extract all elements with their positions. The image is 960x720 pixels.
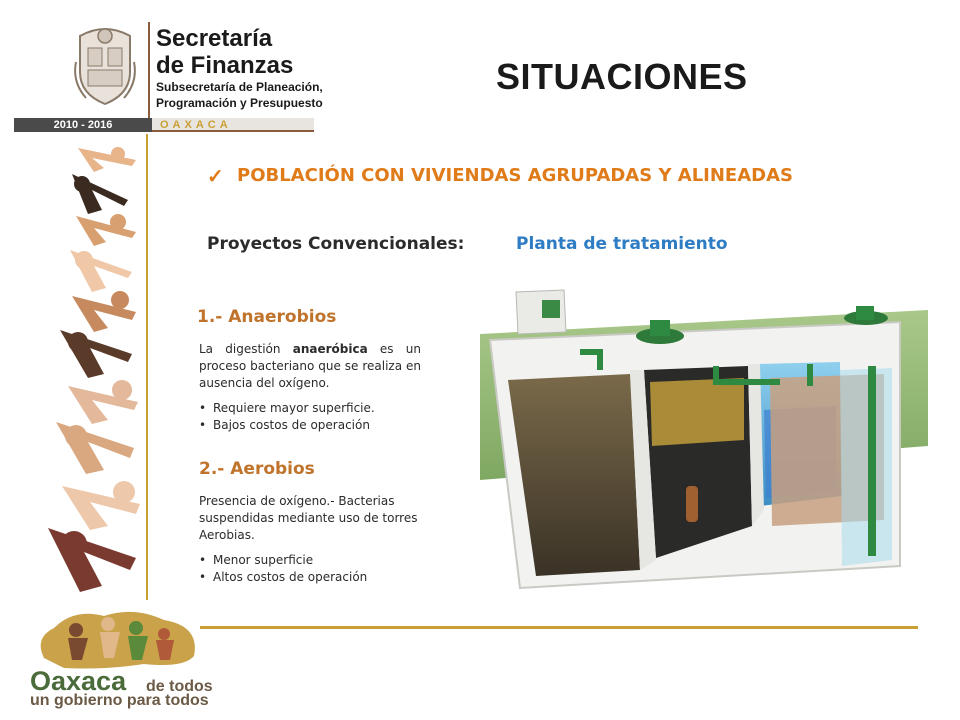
- crest-icon: [72, 22, 138, 106]
- headline: POBLACIÓN CON VIVIENDAS AGRUPADAS Y ALINEADAS: [237, 165, 793, 186]
- list-item: • Bajos costos de operación: [199, 417, 429, 434]
- aerobic-heading: 2.- Aerobios: [199, 459, 315, 479]
- anaerobic-heading: 1.- Anaerobios: [197, 307, 337, 327]
- slide-title: SITUACIONES: [496, 56, 748, 97]
- aerobic-description: Presencia de oxígeno.- Bacterias suspendidas mediante uso de torres Aerobias.: [199, 494, 418, 542]
- years-bar: 2010 - 2016: [14, 118, 152, 132]
- footer-brand-line2: un gobierno para todos: [30, 692, 209, 709]
- list-item: • Altos costos de operación: [199, 569, 429, 586]
- anaerobic-bullet-list: [199, 400, 429, 434]
- aerobic-bullet-list: [199, 552, 429, 586]
- treatment-plant-illustration: [480, 270, 928, 596]
- anaerobic-bold-term: anaeróbica: [292, 342, 368, 356]
- treatment-plant-label: Planta de tratamiento: [516, 234, 728, 254]
- conventional-projects-label: Proyectos Convencionales:: [207, 234, 465, 254]
- footer-brand-main: Oaxaca: [30, 666, 127, 696]
- people-figures-icon: [32, 140, 144, 610]
- subsecretaria-line1: Subsecretaría de Planeación,: [156, 80, 323, 94]
- subsecretaria-line2: Programación y Presupuesto: [156, 96, 323, 110]
- header-divider: [148, 22, 150, 120]
- state-bar: OAXACA: [152, 118, 314, 132]
- anaerobic-description: La digestión anaeróbica es un proceso bacteriano que se realiza en ausencia del oxígeno.: [199, 342, 421, 390]
- secretaria-line1: Secretaría: [156, 25, 273, 52]
- secretaria-line2: de Finanzas: [156, 52, 294, 79]
- footer-brand-tail: de todos: [146, 678, 213, 695]
- list-item: • Requiere mayor superficie.: [199, 400, 429, 417]
- footer-gold-rule: [200, 626, 918, 629]
- check-icon: ✓: [207, 166, 224, 188]
- vertical-gold-rule: [146, 134, 148, 600]
- list-item: • Menor superficie: [199, 552, 429, 569]
